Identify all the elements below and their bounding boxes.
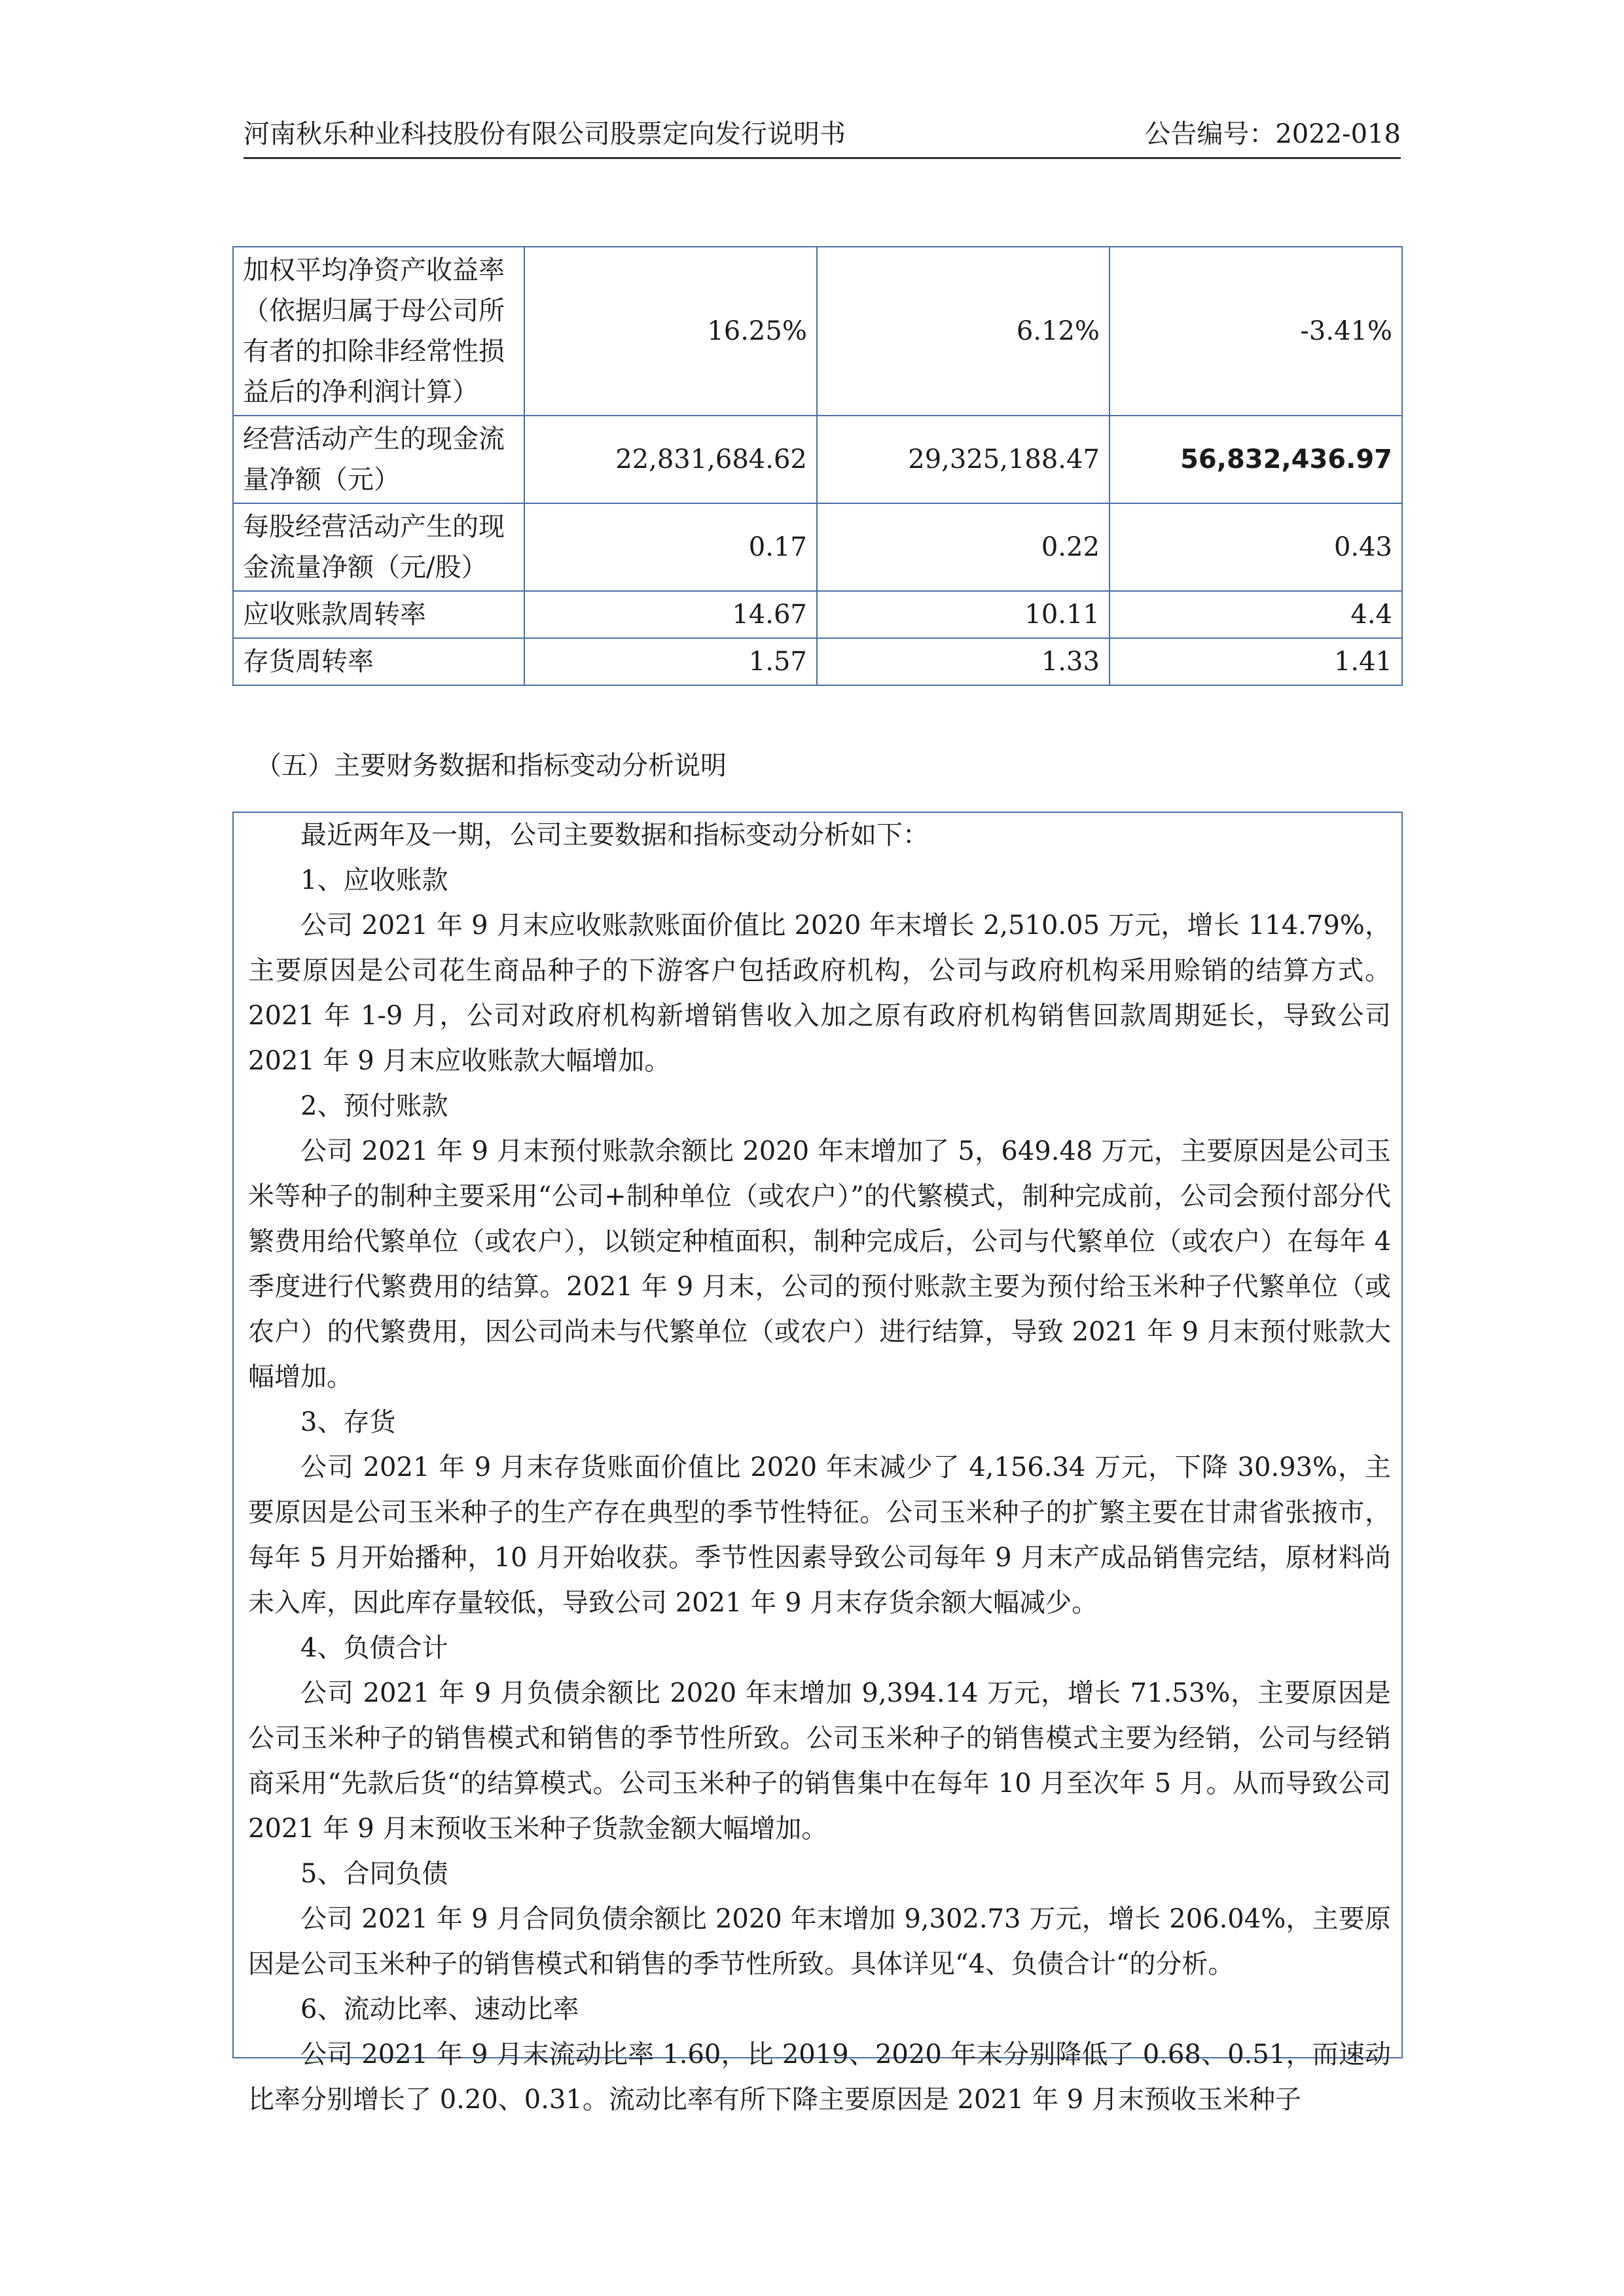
cell-value: 0.22 <box>817 503 1110 591</box>
cell-value: 16.25% <box>524 247 817 416</box>
section-title: （五）主要财务数据和指标变动分析说明 <box>255 751 727 781</box>
analysis-box <box>232 812 1403 2115</box>
paragraph: 公司 2021 年 9 月末流动比率 1.60，比 2019、2020 年末分别降低了 0.68、0.51，而速动比率分别增长了 0.20、0.31。流动比率有所下降主要原因是 2021 年 9 月末预收玉米种子 <box>248 2039 1391 2115</box>
cell-value: 4.4 <box>1110 591 1402 638</box>
subheading: 1、应收账款 <box>300 865 448 895</box>
paragraph: 公司 2021 年 9 月负债余额比 2020 年末增加 9,394.14 万元，增长 71.53%，主要原因是公司玉米种子的销售模式和销售的季节性所致。公司玉米种子的销售模式主要为经销，公司与经销商采用“先款后货“的结算模式。公司玉米种子的销售集中在每年 10 月至次年 5 月。从而导致公司 2021 年 9 月末预收玉米种子货款金额大幅增加。 <box>248 1678 1391 1844</box>
row-label: 经营活动产生的现金流量净额（元） <box>233 416 524 503</box>
cell-value: 1.57 <box>524 638 817 685</box>
cell-value: 14.67 <box>524 591 817 638</box>
subheading: 6、流动比率、速动比率 <box>300 1994 579 2024</box>
paragraph: 公司 2021 年 9 月末应收账款账面价值比 2020 年末增长 2,510.05 万元，增长 114.79%，主要原因是公司花生商品种子的下游客户包括政府机构，公司与政府机构采用赊销的结算方式。2021 年 1-9 月，公司对政府机构新增销售收入加之原有政府机构销售回款周期延长，导致公司 2021 年 9 月末应收账款大幅增加。 <box>248 910 1391 1076</box>
cell-value: 1.33 <box>817 638 1110 685</box>
paragraph: 公司 2021 年 9 月末预付账款余额比 2020 年末增加了 5，649.48 万元，主要原因是公司玉米等种子的制种主要采用“公司+制种单位（或农户）”的代繁模式，制种完成前，公司会预付部分代繁费用给代繁单位（或农户），以锁定种植面积，制种完成后，公司与代繁单位（或农户）在每年 4 季度进行代繁费用的结算。2021 年 9 月末，公司的预付账款主要为预付给玉米种子代繁单位（或农户）的代繁费用，因公司尚未与代繁单位（或农户）进行结算，导致 2021 年 9 月末预付账款大幅增加。 <box>248 1136 1391 1392</box>
cell-value: 0.17 <box>524 503 817 591</box>
paragraph: 公司 2021 年 9 月末存货账面价值比 2020 年末减少了 4,156.34 万元，下降 30.93%，主要原因是公司玉米种子的生产存在典型的季节性特征。公司玉米种子的扩繁主要在甘肃省张掖市，每年 5 月开始播种，10 月开始收获。季节性因素导致公司每年 9 月末产成品销售完结，原材料尚未入库，因此库存量较低，导致公司 2021 年 9 月末存货余额大幅减少。 <box>248 1452 1391 1618</box>
paragraph: 公司 2021 年 9 月合同负债余额比 2020 年末增加 9,302.73 万元，增长 206.04%，主要原因是公司玉米种子的销售模式和销售的季节性所致。具体详见“4、负债合计“的分析。 <box>248 1904 1391 1979</box>
row-label: 每股经营活动产生的现金流量净额（元/股） <box>233 503 524 591</box>
subheading: 4、负债合计 <box>300 1633 448 1663</box>
table-row <box>233 638 1402 685</box>
cell-value: 6.12% <box>817 247 1110 416</box>
table-row <box>233 591 1402 638</box>
document-title: 河南秋乐种业科技股份有限公司股票定向发行说明书 <box>244 119 846 149</box>
row-label: 加权平均净资产收益率（依据归属于母公司所有者的扣除非经常性损益后的净利润计算） <box>233 247 524 416</box>
table-row <box>233 503 1402 591</box>
cell-value: 29,325,188.47 <box>817 416 1110 503</box>
row-label: 存货周转率 <box>233 638 524 685</box>
cell-value: 22,831,684.62 <box>524 416 817 503</box>
cell-value: 56,832,436.97 <box>1110 416 1402 503</box>
table-row <box>233 247 1402 416</box>
subheading: 2、预付账款 <box>300 1091 448 1121</box>
subheading: 3、存货 <box>300 1407 396 1437</box>
cell-value: 0.43 <box>1110 503 1402 591</box>
cell-value: -3.41% <box>1110 247 1402 416</box>
subheading: 5、合同负债 <box>300 1859 448 1889</box>
cell-value: 1.41 <box>1110 638 1402 685</box>
table-row <box>233 416 1402 503</box>
page-header <box>244 111 1401 159</box>
row-label: 应收账款周转率 <box>233 591 524 638</box>
paragraph: 最近两年及一期，公司主要数据和指标变动分析如下： <box>300 820 929 850</box>
financial-metrics-table <box>232 246 1403 686</box>
notice-number: 公告编号：2022-018 <box>1144 119 1401 149</box>
cell-value: 10.11 <box>817 591 1110 638</box>
